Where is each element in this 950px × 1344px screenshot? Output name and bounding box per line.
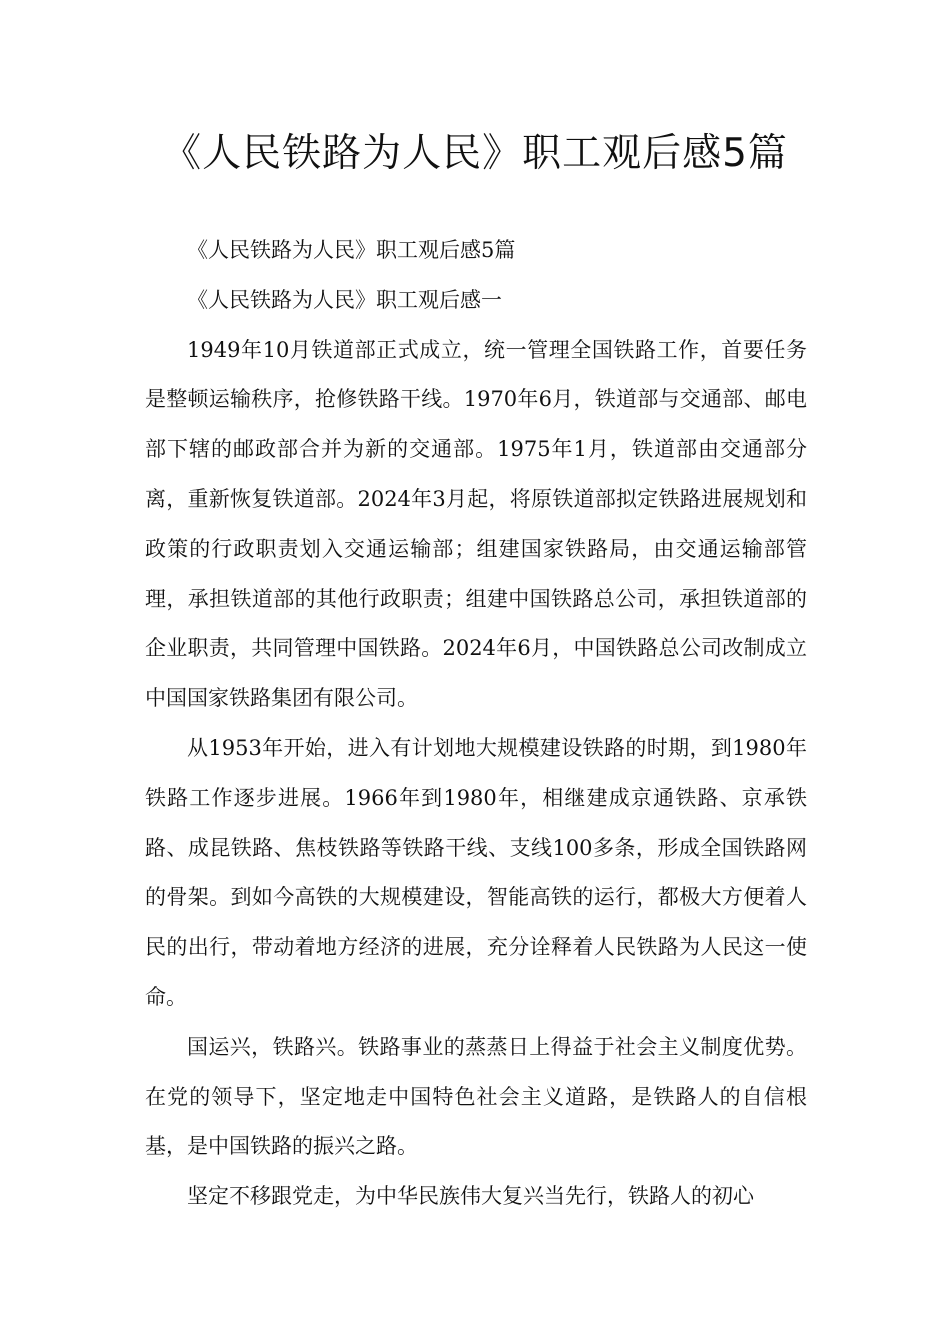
document-body [145,226,807,1222]
subtitle-line: 《人民铁路为人民》职工观后感5篇 [187,238,516,262]
section-heading: 《人民铁路为人民》职工观后感一 [187,287,502,312]
paragraph-national-fortune: 国运兴，铁路兴。铁路事业的蒸蒸日上得益于社会主义制度优势。在党的领导下，坚定地走中国特色社会主义道路，是铁路人的自信根基，是中国铁路的振兴之路。 [145,1034,807,1159]
paragraph-history: 1949年10月铁道部正式成立，统一管理全国铁路工作，首要任务是整顿运输秩序，抢修铁路干线。1970年6月，铁道部与交通部、邮电部下辖的邮政部合并为新的交通部。1975年1月，铁道部由交通部分离，重新恢复铁道部。2024年3月起，将原铁道部拟定铁路进展规划和政策的行政职责划入交通运输部；组建国家铁路局，由交通运输部管理，承担铁道部的其他行政职责；组建中国铁路总公司，承担铁道部的企业职责，共同管理中国铁路。2024年6月，中国铁路总公司改制成立中国国家铁路集团有限公司。 [145,337,807,711]
paragraph-construction: 从1953年开始，进入有计划地大规模建设铁路的时期，到1980年铁路工作逐步进展。1966年到1980年，相继建成京通铁路、京承铁路、成昆铁路、焦枝铁路等铁路干线、支线100多条，形成全国铁路网的骨架。到如今高铁的大规模建设，智能高铁的运行，都极大方便着人民的出行，带动着地方经济的进展，充分诠释着人民铁路为人民这一使命。 [145,735,807,1009]
paragraph-original-aspiration: 坚定不移跟党走，为中华民族伟大复兴当先行，铁路人的初心 [187,1184,754,1209]
document-title: 《人民铁路为人民》职工观后感5篇 [162,131,788,176]
